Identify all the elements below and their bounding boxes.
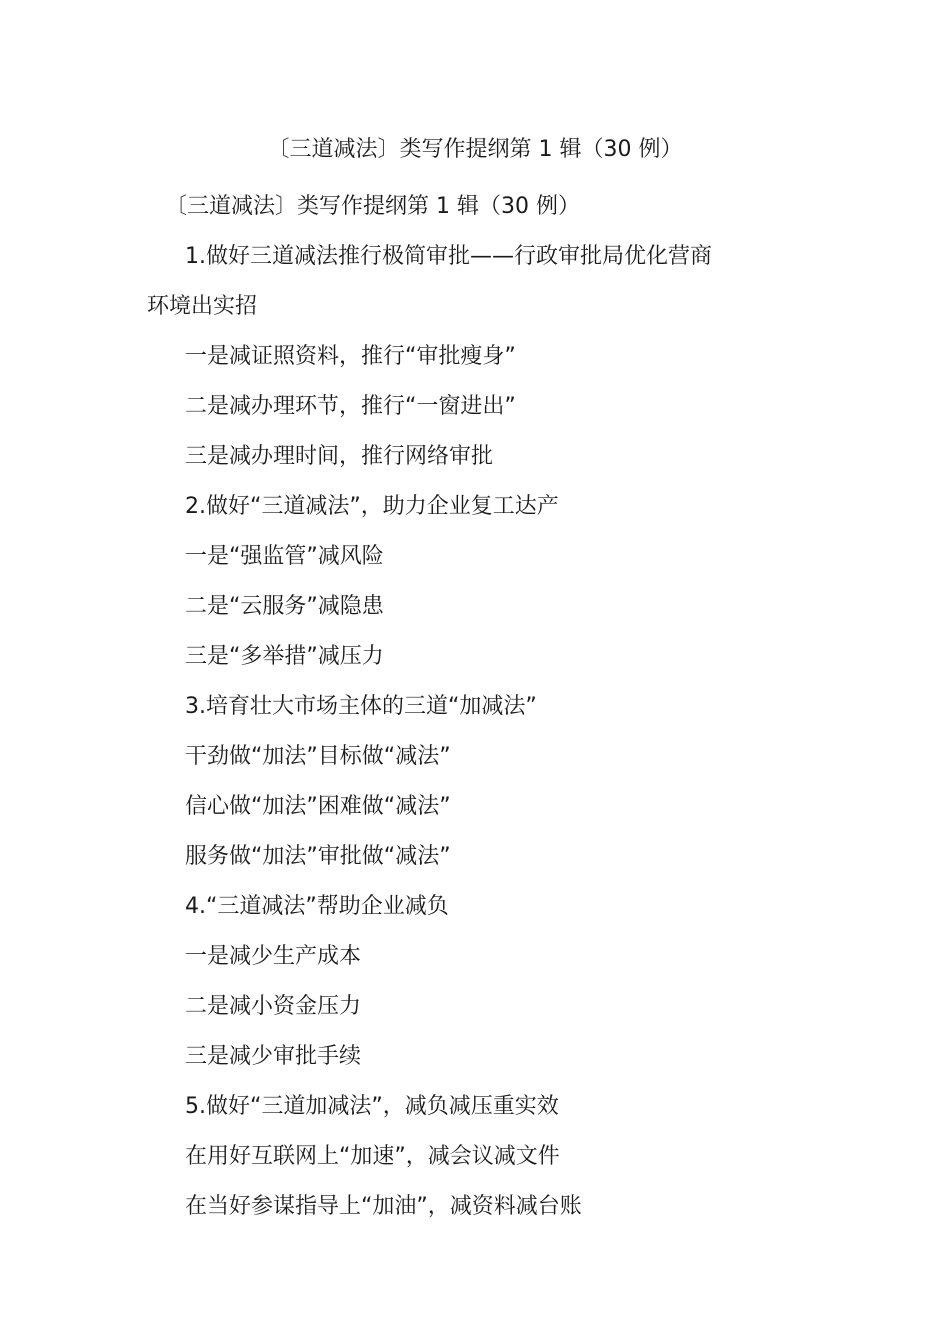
list-item: 三是“多举措”减压力: [185, 644, 384, 669]
list-item: 三是减办理时间，推行网络审批: [185, 444, 494, 469]
heading-1-continued: 环境出实招: [147, 294, 258, 319]
list-item: 信心做“加法”困难做“减法”: [185, 794, 451, 819]
list-item: 一是“强监管”减风险: [185, 544, 384, 569]
document-title: 〔三道减法〕类写作提纲第 1 辑（30 例）: [267, 137, 683, 162]
list-item: 二是“云服务”减隐患: [185, 594, 384, 619]
heading-5: 5.做好“三道加减法”，减负减压重实效: [185, 1094, 559, 1119]
list-item: 三是减少审批手续: [185, 1044, 362, 1069]
subtitle: 〔三道减法〕类写作提纲第 1 辑（30 例）: [165, 194, 580, 219]
list-item: 二是减小资金压力: [185, 994, 362, 1019]
list-item: 一是减证照资料，推行“审批瘦身”: [185, 344, 516, 369]
heading-2: 2.做好“三道减法”，助力企业复工达产: [185, 494, 559, 519]
heading-1: 1.做好三道减法推行极简审批——行政审批局优化营商: [185, 244, 712, 269]
document-body: [147, 182, 827, 1232]
list-item: 二是减办理环节，推行“一窗进出”: [185, 394, 516, 419]
list-item: 干劲做“加法”目标做“减法”: [185, 744, 451, 769]
heading-4: 4.“三道减法”帮助企业减负: [185, 894, 449, 919]
list-item: 在用好互联网上“加速”，减会议减文件: [185, 1144, 560, 1169]
list-item: 在当好参谋指导上“加油”，减资料减台账: [185, 1194, 582, 1219]
heading-3: 3.培育壮大市场主体的三道“加减法”: [185, 694, 537, 719]
list-item: 服务做“加法”审批做“减法”: [185, 844, 451, 869]
list-item: 一是减少生产成本: [185, 944, 362, 969]
